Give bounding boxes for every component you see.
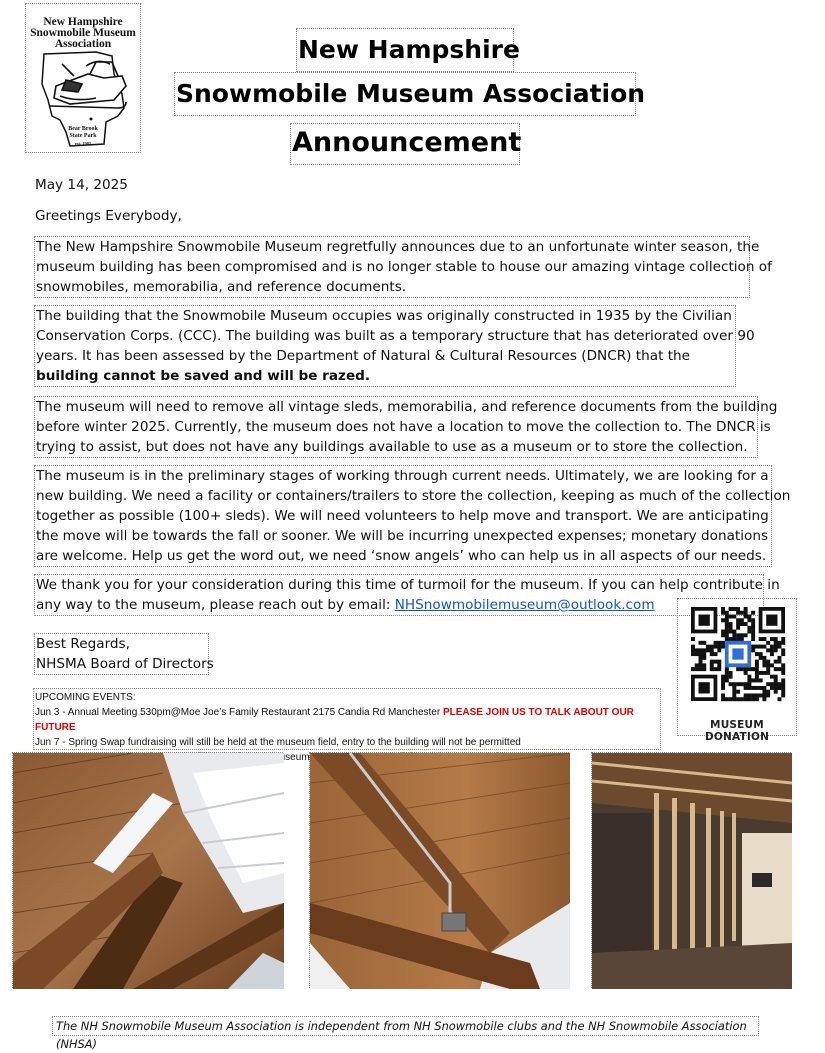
qr-module	[725, 671, 729, 675]
qr-module	[732, 607, 736, 611]
qr-module	[774, 637, 778, 641]
event-highlight: PLEASE JOIN US TO TALK ABOUT OUR FUTURE	[35, 707, 634, 733]
qr-module	[755, 697, 759, 701]
qr-module	[736, 633, 740, 637]
qr-module	[755, 671, 759, 675]
qr-module	[759, 693, 763, 697]
qr-module	[781, 667, 785, 671]
paragraph-building-history	[34, 305, 755, 387]
qr-module	[747, 678, 751, 682]
qr-module	[699, 641, 703, 645]
logo-text-line1: New Hampshire	[43, 16, 123, 28]
qr-module	[774, 641, 778, 645]
qr-module	[721, 693, 725, 697]
event-text: Jun 3 - Annual Meeting 530pm@Moe Joe’s Family Restaurant 2175 Candia Rd Manchester	[35, 707, 443, 718]
paragraph-line: together as possible (100+ sleds). We will need volunteers to help move and transport. We are anticipating	[36, 508, 769, 524]
qr-module	[699, 648, 703, 652]
qr-module	[695, 648, 699, 652]
qr-module	[751, 693, 755, 697]
qr-module	[777, 660, 781, 664]
qr-module	[747, 630, 751, 634]
paragraph-removal-plan	[34, 396, 778, 458]
qr-module	[725, 667, 729, 671]
qr-module	[740, 667, 744, 671]
qr-module	[729, 622, 733, 626]
paragraph-line: The museum is in the preliminary stages of working through current needs. Ultimately, we are looking for a	[36, 468, 769, 484]
qr-module	[736, 618, 740, 622]
qr-module	[762, 660, 766, 664]
logo-text-line3: Association	[54, 38, 112, 50]
qr-module	[729, 637, 733, 641]
qr-module	[774, 645, 778, 649]
qr-module	[732, 686, 736, 690]
qr-module	[781, 641, 785, 645]
qr-module	[729, 607, 733, 611]
qr-module	[777, 697, 781, 701]
qr-module	[744, 697, 748, 701]
signature-text: NHSMA Board of Directors	[36, 656, 214, 672]
qr-finder	[699, 615, 710, 626]
qr-module	[770, 682, 774, 686]
qr-module	[702, 656, 706, 660]
qr-module	[732, 697, 736, 701]
qr-module	[729, 682, 733, 686]
qr-module	[717, 648, 721, 652]
qr-module	[759, 637, 763, 641]
photo-damaged-ceiling	[12, 752, 283, 988]
qr-module	[740, 637, 744, 641]
logo-text-line2: Snowmobile Museum	[30, 27, 136, 39]
qr-module	[766, 660, 770, 664]
qr-module	[736, 682, 740, 686]
qr-caption: MUSEUM DONATION	[704, 719, 770, 743]
qr-module	[766, 690, 770, 694]
qr-module	[725, 615, 729, 619]
qr-module	[714, 641, 718, 645]
photo-roof-rafter	[309, 752, 569, 988]
paragraph-line: new building. We need a facility or containers/trailers to store the collection, keeping as much of the collection	[36, 488, 791, 504]
qr-module	[721, 633, 725, 637]
qr-module	[751, 645, 755, 649]
qr-module	[751, 611, 755, 615]
qr-module	[714, 667, 718, 671]
qr-module	[777, 645, 781, 649]
paragraph-line: The museum will need to remove all vintage sleds, memorabilia, and reference documents from the building	[36, 399, 778, 415]
qr-module	[725, 675, 729, 679]
qr-module	[774, 682, 778, 686]
qr-module	[766, 671, 770, 675]
qr-module	[725, 622, 729, 626]
qr-module	[732, 637, 736, 641]
qr-module	[710, 652, 714, 656]
qr-module	[717, 645, 721, 649]
qr-module	[710, 667, 714, 671]
qr-module	[781, 671, 785, 675]
qr-module	[714, 660, 718, 664]
logo-bottom-line2: State Park	[69, 133, 97, 139]
paragraph-announcement	[34, 236, 772, 298]
qr-module	[702, 652, 706, 656]
qr-module	[695, 652, 699, 656]
qr-module	[714, 645, 718, 649]
qr-module	[721, 645, 725, 649]
qr-module	[740, 611, 744, 615]
qr-module	[777, 656, 781, 660]
qr-module	[691, 645, 695, 649]
qr-module	[725, 697, 729, 701]
events-heading: UPCOMING EVENTS:	[35, 692, 136, 703]
qr-module	[755, 678, 759, 682]
qr-module	[762, 637, 766, 641]
paragraph-line: We thank you for your consideration during this time of turmoil for the museum. If you can help contribute in	[36, 577, 780, 593]
qr-module	[770, 686, 774, 690]
qr-module	[759, 645, 763, 649]
paragraph-line: years. It has been assessed by the Department of Natural & Cultural Resources (DNCR) that the	[36, 348, 691, 364]
letter-date: May 14, 2025	[35, 177, 128, 193]
qr-module	[747, 667, 751, 671]
qr-module	[781, 682, 785, 686]
qr-module	[766, 682, 770, 686]
qr-module	[770, 652, 774, 656]
qr-module	[744, 611, 748, 615]
email-link[interactable]: NHSnowmobilemuseum@outlook.com	[394, 597, 655, 613]
qr-module	[717, 660, 721, 664]
qr-module	[744, 633, 748, 637]
qr-module	[744, 671, 748, 675]
title-line-2: Snowmobile Museum Association	[174, 72, 636, 116]
qr-module	[751, 637, 755, 641]
qr-module	[751, 630, 755, 634]
qr-module	[751, 618, 755, 622]
qr-module	[695, 667, 699, 671]
qr-module	[725, 611, 729, 615]
paragraph-line: The New Hampshire Snowmobile Museum regretfully announces due to an unfortunate winter season, the	[36, 239, 760, 255]
qr-module	[717, 641, 721, 645]
photo-interior-framing	[591, 752, 791, 988]
qr-module	[699, 652, 703, 656]
qr-module	[781, 690, 785, 694]
qr-module	[774, 686, 778, 690]
qr-module	[777, 686, 781, 690]
qr-module	[762, 656, 766, 660]
paragraph-line: museum building has been compromised and is no longer stable to house our amazing vintage collection of	[36, 259, 772, 275]
qr-module	[691, 652, 695, 656]
qr-module	[762, 645, 766, 649]
qr-module	[759, 652, 763, 656]
qr-module	[755, 652, 759, 656]
qr-module	[721, 682, 725, 686]
upcoming-events	[33, 688, 661, 763]
qr-module	[747, 697, 751, 701]
qr-module	[762, 697, 766, 701]
qr-module	[732, 682, 736, 686]
qr-module	[755, 667, 759, 671]
qr-module	[747, 615, 751, 619]
paragraph-line: snowmobiles, memorabilia, and reference documents.	[36, 279, 407, 295]
qr-module	[762, 663, 766, 667]
qr-module	[759, 686, 763, 690]
greeting: Greetings Everybody,	[35, 208, 182, 224]
qr-module	[774, 667, 778, 671]
qr-module	[781, 648, 785, 652]
signature-block	[34, 633, 214, 675]
qr-module	[755, 645, 759, 649]
qr-module	[744, 615, 748, 619]
qr-module	[710, 648, 714, 652]
qr-module	[762, 693, 766, 697]
qr-module	[766, 667, 770, 671]
qr-module	[721, 618, 725, 622]
qr-module	[744, 693, 748, 697]
title-line-1: New Hampshire	[296, 28, 514, 72]
qr-module	[755, 693, 759, 697]
qr-module	[721, 675, 725, 679]
qr-module	[774, 660, 778, 664]
event-text: museum	[271, 752, 310, 763]
qr-module	[695, 663, 699, 667]
qr-module	[714, 652, 718, 656]
qr-module	[702, 663, 706, 667]
qr-module	[777, 667, 781, 671]
qr-module	[777, 641, 781, 645]
qr-module	[747, 675, 751, 679]
qr-module	[751, 667, 755, 671]
qr-module	[774, 675, 778, 679]
qr-module	[740, 633, 744, 637]
qr-module	[747, 686, 751, 690]
qr-module	[770, 675, 774, 679]
qr-module	[747, 693, 751, 697]
qr-module	[766, 648, 770, 652]
event-item	[35, 705, 660, 735]
qr-module	[702, 648, 706, 652]
qr-module	[747, 618, 751, 622]
museum-logo	[25, 3, 141, 153]
paragraph-line: The building that the Snowmobile Museum occupies was originally constructed in 1935 by the Civilian	[36, 308, 732, 324]
qr-module	[740, 618, 744, 622]
qr-module	[725, 633, 729, 637]
qr-finder	[699, 682, 710, 693]
qr-module	[781, 637, 785, 641]
qr-module	[699, 663, 703, 667]
qr-module	[774, 678, 778, 682]
paragraph-line: Conservation Corps. (CCC). The building was built as a temporary structure that has deteriorated over 90	[36, 328, 755, 344]
qr-module	[717, 663, 721, 667]
qr-module	[751, 648, 755, 652]
qr-module	[691, 648, 695, 652]
qr-module	[721, 678, 725, 682]
qr-module	[736, 697, 740, 701]
qr-module	[699, 656, 703, 660]
qr-module	[710, 645, 714, 649]
qr-module	[751, 633, 755, 637]
qr-module	[781, 678, 785, 682]
qr-module	[744, 686, 748, 690]
paragraph-line: are welcome. Help us get the word out, we need ‘snow angels’ who can help us in all aspects of our needs.	[36, 548, 767, 564]
event-item	[35, 735, 660, 750]
qr-module	[729, 675, 733, 679]
qr-module	[736, 611, 740, 615]
qr-module	[732, 690, 736, 694]
qr-module	[777, 682, 781, 686]
qr-module	[721, 630, 725, 634]
logo-bottom-line3: est. 1985	[74, 141, 92, 146]
qr-module	[770, 648, 774, 652]
qr-module	[721, 611, 725, 615]
qr-module	[751, 678, 755, 682]
qr-module	[729, 671, 733, 675]
qr-module	[762, 690, 766, 694]
qr-module	[702, 667, 706, 671]
qr-module	[766, 641, 770, 645]
qr-module	[747, 626, 751, 630]
qr-code-icon[interactable]	[691, 607, 785, 701]
qr-module	[740, 697, 744, 701]
qr-module	[740, 622, 744, 626]
qr-module	[762, 671, 766, 675]
qr-module	[755, 675, 759, 679]
qr-center-mark	[732, 648, 743, 659]
qr-module	[744, 622, 748, 626]
qr-module	[725, 630, 729, 634]
paragraph-bold-statement: building cannot be saved and will be razed.	[36, 368, 371, 384]
qr-module	[774, 648, 778, 652]
paragraph-thank-you	[34, 574, 780, 616]
qr-module	[721, 641, 725, 645]
qr-module	[751, 697, 755, 701]
qr-module	[770, 645, 774, 649]
event-text: Jun 7 - Spring Swap fundraising will still be held at the museum field, entry to the building will not be permitted	[35, 737, 521, 748]
paragraph-current-needs	[34, 465, 791, 567]
qr-module	[691, 667, 695, 671]
qr-module	[725, 618, 729, 622]
qr-module	[736, 626, 740, 630]
qr-module	[729, 630, 733, 634]
paragraph-line: trying to assist, but does not have any buildings available to use as a museum or to store the collection.	[36, 439, 748, 455]
qr-module	[725, 637, 729, 641]
qr-module	[729, 697, 733, 701]
qr-module	[759, 678, 763, 682]
qr-module	[736, 637, 740, 641]
qr-module	[732, 633, 736, 637]
qr-module	[736, 622, 740, 626]
qr-module	[762, 686, 766, 690]
qr-module	[781, 693, 785, 697]
qr-module	[729, 626, 733, 630]
qr-module	[736, 607, 740, 611]
qr-module	[751, 626, 755, 630]
qr-module	[721, 607, 725, 611]
qr-module	[770, 637, 774, 641]
title-line-3: Announcement	[290, 123, 520, 165]
qr-module	[706, 645, 710, 649]
qr-module	[702, 641, 706, 645]
qr-module	[781, 652, 785, 656]
qr-module	[755, 660, 759, 664]
qr-module	[721, 697, 725, 701]
qr-module	[725, 626, 729, 630]
qr-module	[755, 686, 759, 690]
donation-qr-block[interactable]	[677, 598, 797, 743]
qr-module	[706, 648, 710, 652]
qr-module	[699, 667, 703, 671]
qr-module	[691, 637, 695, 641]
qr-module	[744, 667, 748, 671]
qr-module	[759, 656, 763, 660]
qr-module	[781, 663, 785, 667]
qr-module	[781, 686, 785, 690]
logo-bottom-line1: Bear Brook	[68, 126, 98, 132]
qr-module	[759, 671, 763, 675]
qr-module	[732, 693, 736, 697]
qr-module	[770, 663, 774, 667]
qr-module	[732, 630, 736, 634]
qr-module	[744, 682, 748, 686]
qr-module	[766, 693, 770, 697]
qr-module	[736, 690, 740, 694]
qr-module	[732, 615, 736, 619]
qr-module	[721, 686, 725, 690]
qr-module	[717, 667, 721, 671]
paragraph-line: before winter 2025. Currently, the museum does not have a location to move the collection to. The DNCR is	[36, 419, 771, 435]
qr-module	[729, 615, 733, 619]
contact-prefix: any way to the museum, please reach out by email:	[36, 597, 395, 613]
qr-module	[710, 660, 714, 664]
qr-module	[710, 663, 714, 667]
paragraph-line	[36, 595, 763, 615]
qr-module	[755, 663, 759, 667]
qr-module	[740, 682, 744, 686]
qr-module	[725, 678, 729, 682]
qr-module	[747, 682, 751, 686]
qr-module	[699, 660, 703, 664]
paragraph-line: the move will be towards the fall or sooner. We will be incurring unexpected expenses; monetary donations	[36, 528, 769, 544]
qr-module	[751, 686, 755, 690]
qr-module	[744, 607, 748, 611]
footer-disclaimer: The NH Snowmobile Museum Association is independent from NH Snowmobile clubs and the NH Snowmobile Association (NHSA)	[52, 1016, 759, 1036]
qr-finder	[766, 615, 777, 626]
qr-module	[751, 622, 755, 626]
qr-module	[766, 663, 770, 667]
closing-text: Best Regards,	[36, 636, 130, 652]
qr-module	[736, 667, 740, 671]
qr-module	[774, 690, 778, 694]
